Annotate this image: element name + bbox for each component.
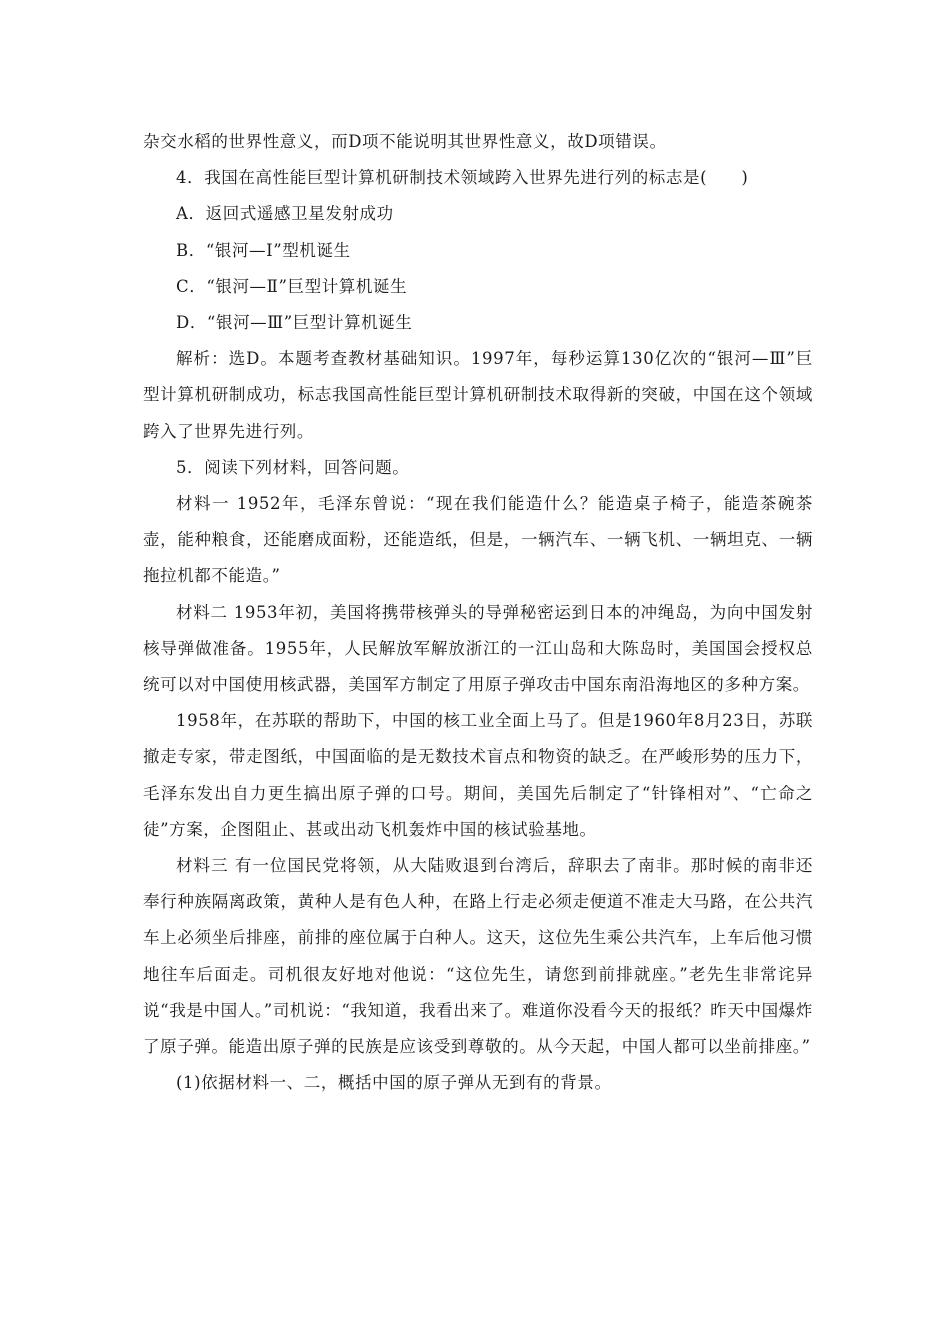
document-body	[143, 124, 813, 1101]
question-4-option-b: B．“银河—Ⅰ”型机诞生	[176, 240, 351, 260]
question-4-option-c: C．“银河—Ⅱ”巨型计算机诞生	[176, 276, 408, 296]
answer-continuation: 杂交水稻的世界性意义，而D项不能说明其世界性意义，故D项错误。	[143, 132, 667, 151]
question-4-option-d: D．“银河—Ⅲ”巨型计算机诞生	[176, 313, 413, 333]
material-two: 材料二 1953年初，美国将携带核弹头的导弹秘密运到日本的冲绳岛，为向中国发射核导弹做准备。1955年，人民解放军解放浙江的一江山岛和大陈岛时，美国国会授权总统可以对中国使用核武器，美国军方制定了用原子弹攻击中国东南沿海地区的多种方案。	[143, 602, 813, 695]
question-4-explanation: 解析：选D。本题考查教材基础知识。1997年，每秒运算130亿次的“银河—Ⅲ”巨型计算机研制成功，标志我国高性能巨型计算机研制技术取得新的突破，中国在这个领域跨入了世界先进行列。	[143, 349, 813, 441]
material-three: 材料三 有一位国民党将领，从大陆败退到台湾后，辞职去了南非。那时候的南非还奉行种族隔离政策，黄种人是有色人种，在路上行走必须走便道不准走大马路，在公共汽车上必须坐后排座，前排的座位属于白种人。这天，这位先生乘公共汽车，上车后他习惯地往车后面走。司机很友好地对他说：“这位先生，请您到前排就座。”老先生非常诧异说“我是中国人。”司机说：“我知道，我看出来了。难道你没看今天的报纸？昨天中国爆炸了原子弹。能造出原子弹的民族是应该受到尊敬的。从今天起，中国人都可以坐前排座。”	[143, 856, 813, 1057]
material-one: 材料一 1952年，毛泽东曾说：“现在我们能造什么？能造桌子椅子，能造茶碗茶壶，能种粮食，还能磨成面粉，还能造纸，但是，一辆汽车、一辆飞机、一辆坦克、一辆拖拉机都不能造。”	[143, 494, 813, 586]
question-4-stem: 4．我国在高性能巨型计算机研制技术领域跨入世界先进行列的标志是( )	[176, 168, 749, 188]
material-two-continued: 1958年，在苏联的帮助下，中国的核工业全面上马了。但是1960年8月23日，苏联撤走专家，带走图纸，中国面临的是无数技术盲点和物资的缺乏。在严峻形势的压力下，毛泽东发出自力更生搞出原子弹的口号。期间，美国先后制定了“针锋相对”、“亡命之徒”方案，企图阻止、甚或出动飞机轰炸中国的核试验基地。	[143, 711, 813, 839]
question-5-part-1: (1)依据材料一、二，概括中国的原子弹从无到有的背景。	[176, 1073, 612, 1093]
question-5-stem: 5．阅读下列材料，回答问题。	[176, 457, 410, 477]
question-4-option-a: A．返回式遥感卫星发射成功	[176, 204, 394, 224]
